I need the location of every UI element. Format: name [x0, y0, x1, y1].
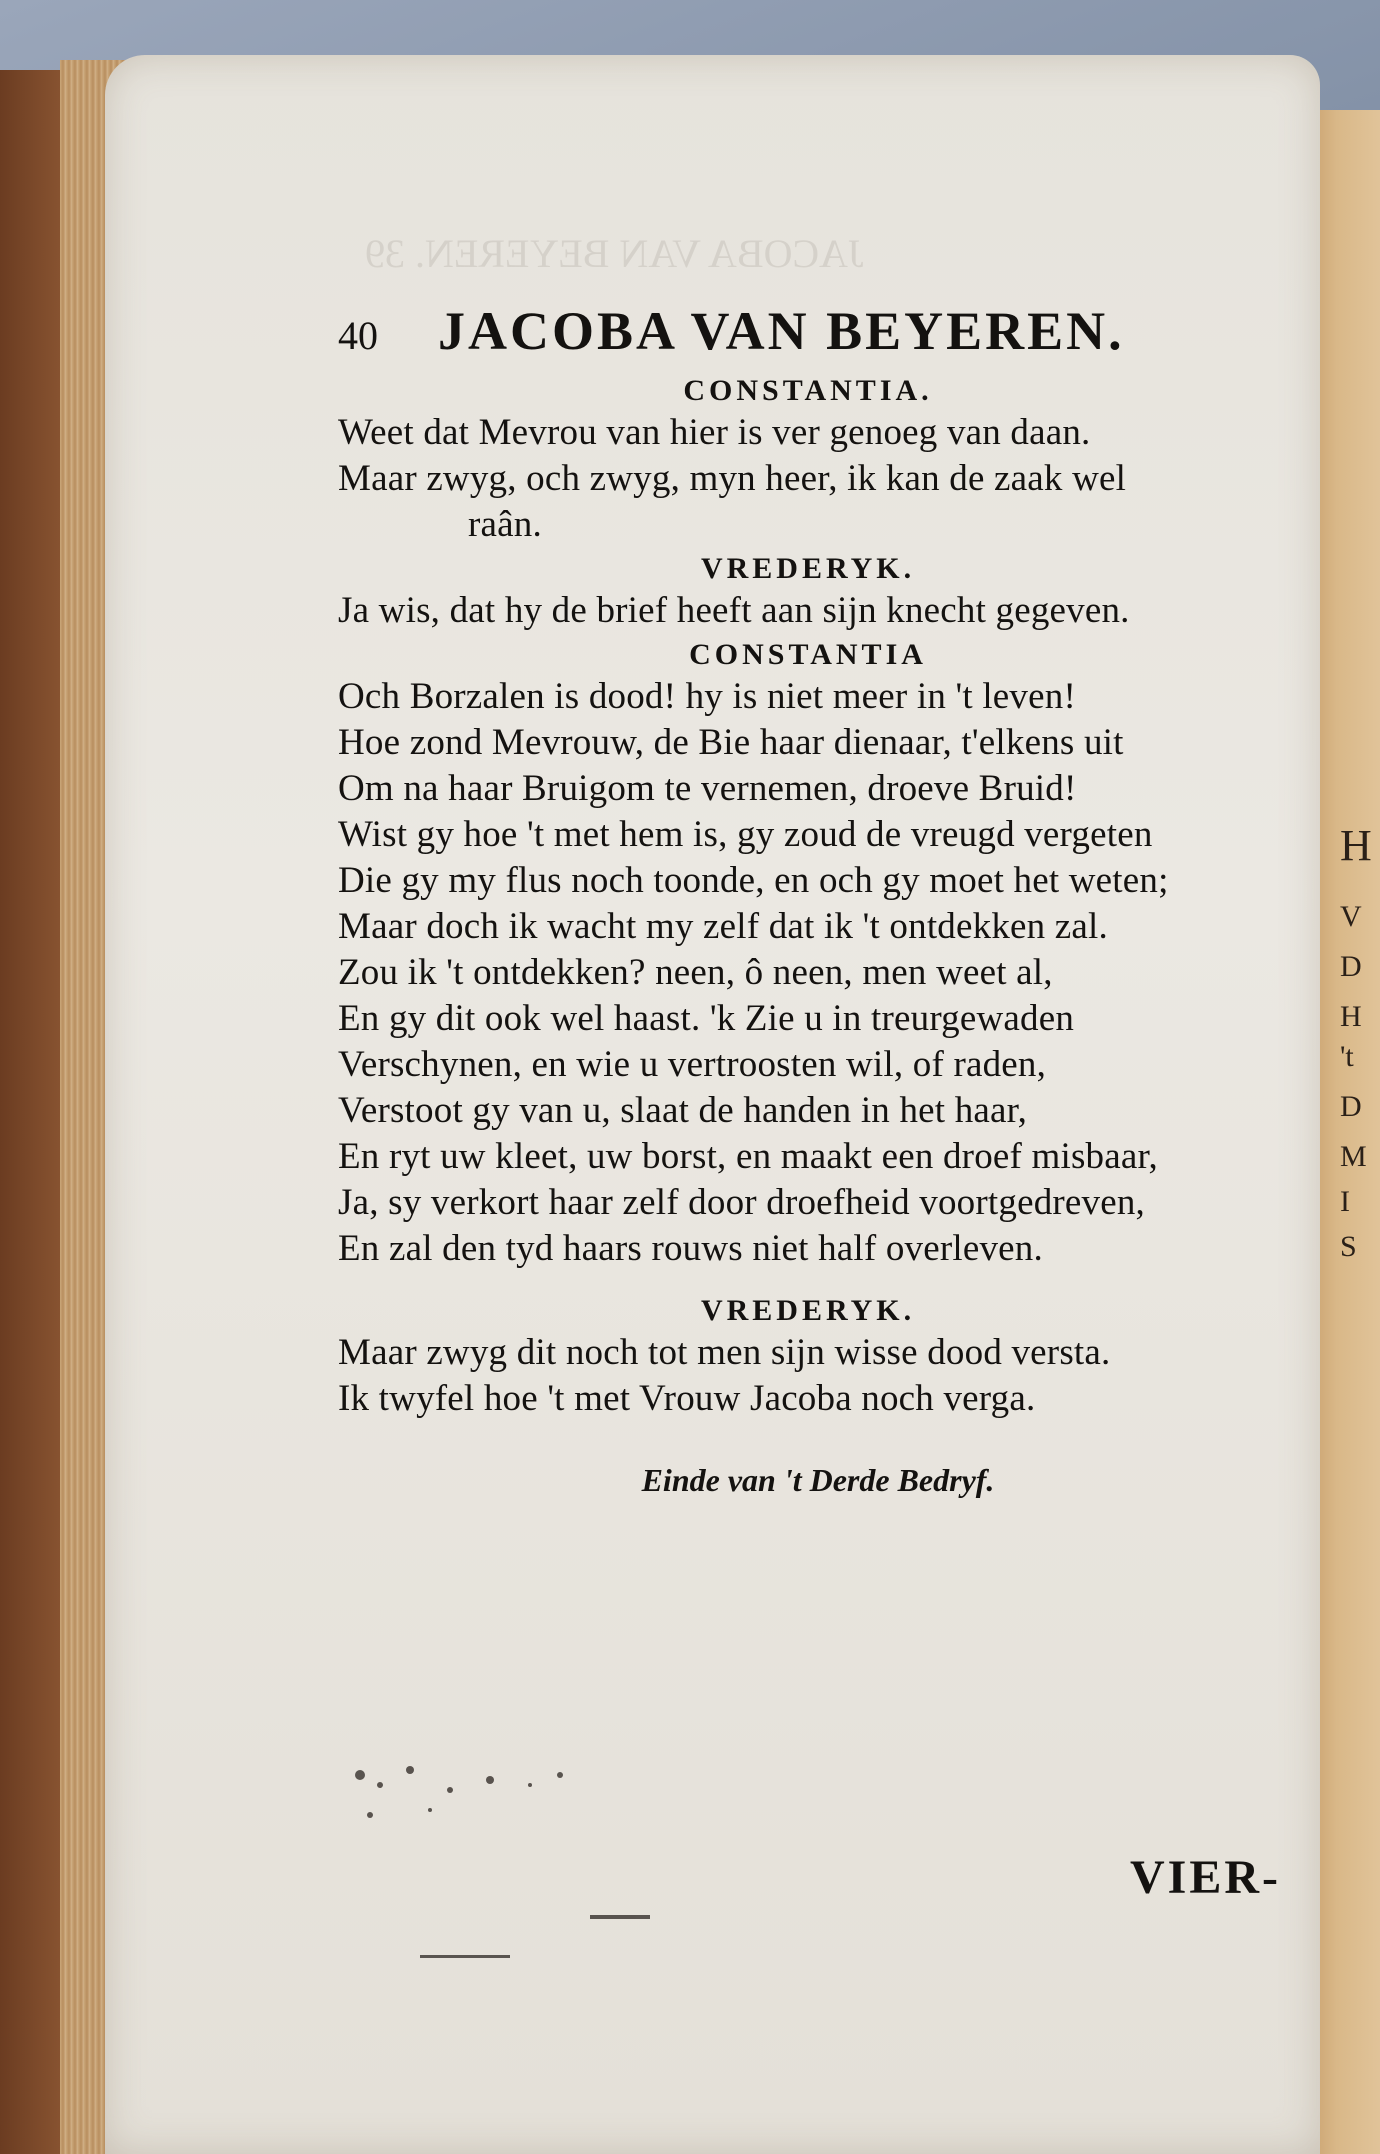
verse-line: Och Borzalen is dood! hy is niet meer in 't leven!	[338, 676, 1076, 717]
verse-line: Ja wis, dat hy de brief heeft aan sijn knecht gegeven.	[338, 590, 1130, 631]
speaker-name: CONSTANTIA	[689, 638, 927, 671]
page-header	[338, 300, 1318, 370]
facing-page-letter: M	[1340, 1140, 1367, 1173]
facing-page-letter: V	[1340, 900, 1362, 933]
verse-line: raân.	[468, 504, 542, 545]
facing-page-letter: I	[1340, 1185, 1350, 1218]
end-of-act: Einde van 't Derde Bedryf.	[641, 1462, 995, 1498]
verse-line: Maar zwyg dit noch tot men sijn wisse dood versta.	[338, 1332, 1111, 1373]
speaker-name: VREDERYK.	[700, 1294, 916, 1327]
facing-page-letter: 't	[1340, 1040, 1354, 1073]
verse-line: En gy dit ook wel haast. 'k Zie u in treurgewaden	[338, 998, 1075, 1039]
ink-specks	[340, 1755, 670, 1975]
verse-line: Maar doch ik wacht my zelf dat ik 't ontdekken zal.	[338, 906, 1108, 947]
facing-page-letter: D	[1340, 950, 1362, 983]
verse-line: En ryt uw kleet, uw borst, en maakt een droef misbaar,	[338, 1136, 1158, 1177]
verse-line: Ik twyfel hoe 't met Vrouw Jacoba noch verga.	[338, 1378, 1036, 1419]
running-title: JACOBA VAN BEYEREN.	[438, 301, 1125, 361]
speaker-name: CONSTANTIA.	[683, 374, 933, 407]
show-through-text: JACOBA VAN BEYEREN. 39	[365, 231, 864, 276]
facing-page-letter: H	[1340, 821, 1372, 870]
verse-line: En zal den tyd haars rouws niet half overleven.	[338, 1228, 1043, 1269]
verse-line: Om na haar Bruigom te vernemen, droeve Bruid!	[338, 768, 1077, 809]
verse-line: Wist gy hoe 't met hem is, gy zoud de vreugd vergeten	[338, 814, 1153, 855]
verse-line: Hoe zond Mevrouw, de Bie haar dienaar, t'elkens uit	[338, 722, 1124, 763]
facing-page-letter: H	[1340, 1000, 1362, 1033]
speaker-name: VREDERYK.	[700, 552, 916, 585]
verse-line: Verstoot gy van u, slaat de handen in het haar,	[338, 1090, 1028, 1131]
verse-line: Maar zwyg, och zwyg, myn heer, ik kan de zaak wel	[338, 458, 1127, 499]
verse-line: Die gy my flus noch toonde, en och gy moet het weten;	[338, 860, 1169, 901]
page-text	[338, 300, 1318, 1499]
verse-line: Zou ik 't ontdekken? neen, ô neen, men weet al,	[338, 952, 1053, 993]
verse-line: Ja, sy verkort haar zelf door droefheid voortgedreven,	[338, 1182, 1146, 1223]
page-number: 40	[338, 313, 378, 358]
facing-page-letter: D	[1340, 1090, 1362, 1123]
catchword: VIER-	[1130, 1851, 1282, 1904]
facing-page-letter: S	[1340, 1230, 1357, 1263]
verse-line: Verschynen, en wie u vertroosten wil, of raden,	[338, 1044, 1047, 1085]
verse-line: Weet dat Mevrou van hier is ver genoeg van daan.	[338, 412, 1091, 453]
dialogue	[338, 374, 1318, 1422]
